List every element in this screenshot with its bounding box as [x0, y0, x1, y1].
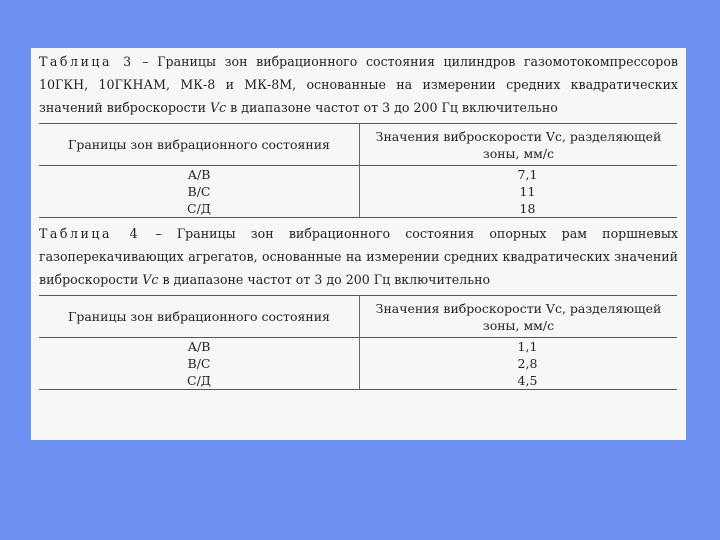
table4-col2-header: Значения виброскорости Vс, разделяющей зоны, мм/с [375, 300, 662, 333]
table-row [39, 372, 677, 390]
table4-value-cell: 4,5 [517, 373, 538, 388]
table4-caption-text: – Границы зон вибрационного состояния опорных рам поршневых газоперекачивающих агрегатов, основанные на измерении средних квадратических значений виброскорости [39, 226, 678, 287]
table4-caption [39, 222, 678, 291]
table3 [39, 123, 677, 218]
table3-value-cell: 11 [519, 184, 536, 199]
table3-col2-header: Значения виброскорости Vс, разделяющей зоны, мм/с [375, 128, 662, 161]
table3-zone-cell: А/В [39, 166, 360, 184]
table-row [39, 338, 677, 356]
table3-label: Таблица 3 [39, 54, 134, 69]
table3-header-row [39, 124, 677, 166]
table-row [39, 183, 677, 200]
table4-symbol: Vс [142, 272, 159, 287]
table4-value-cell: 2,8 [517, 356, 538, 371]
table3-caption-text: – Границы зон вибрационного состояния цилиндров газомотокомпрессоров 10ГКН, 10ГКНАМ, МК-8 и МК-8М, основанные на измерении средних квадратических значений виброскорости [39, 54, 678, 115]
table4-caption-end: в диапазоне частот от 3 до 200 Гц включительно [158, 272, 491, 287]
table4 [39, 295, 677, 390]
table3-zone-cell: В/С [39, 183, 360, 200]
table4-value-cell: 1,1 [517, 339, 538, 354]
table4-zone-cell: С/Д [39, 372, 360, 390]
table4-col1-header: Границы зон вибрационного состояния [39, 296, 360, 338]
table4-header-row [39, 296, 677, 338]
table-row [39, 355, 677, 372]
table3-zone-cell: С/Д [39, 200, 360, 218]
table3-value-cell: 7,1 [517, 167, 538, 182]
table4-label: Таблица 4 [39, 226, 141, 241]
table3-value-cell: 18 [519, 201, 536, 216]
table3-col1-header: Границы зон вибрационного состояния [39, 124, 360, 166]
table-row [39, 200, 677, 218]
table3-symbol: Vс [210, 100, 227, 115]
table4-zone-cell: В/С [39, 355, 360, 372]
table4-zone-cell: А/В [39, 338, 360, 356]
table-row [39, 166, 677, 184]
table3-caption [39, 50, 678, 119]
document-page [31, 48, 686, 440]
table3-caption-end: в диапазоне частот от 3 до 200 Гц включительно [226, 100, 558, 115]
